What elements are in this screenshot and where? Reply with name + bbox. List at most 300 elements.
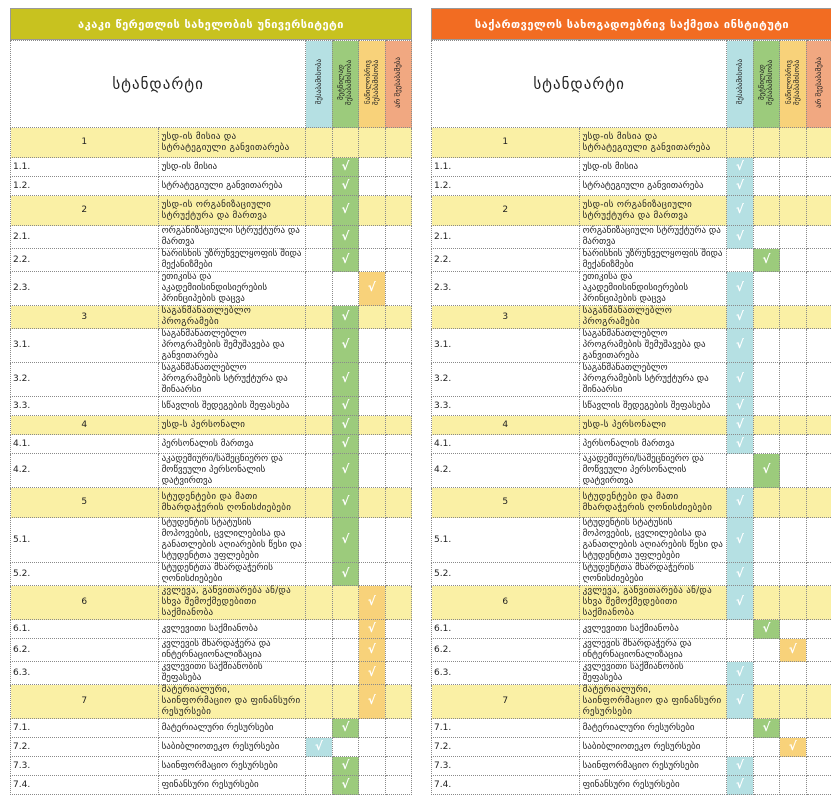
- col-partially-compliant-cell: [359, 586, 385, 620]
- col-partially-compliant-cell: [359, 639, 385, 662]
- col-compliant-cell: [306, 454, 332, 488]
- col-non-compliant-cell: [806, 249, 831, 272]
- col-substantially-compliant-cell: [332, 563, 358, 586]
- right-panel-title: საქართველოს სახოგადოებრივ საქმეთა ინსტიტუტი: [431, 8, 831, 40]
- col-partially-compliant-cell: [359, 435, 385, 454]
- col-partially-compliant-cell: [780, 586, 806, 620]
- col-compliant-cell: [727, 738, 753, 757]
- row-label: სწავლის შედეგების შეფასება: [579, 397, 727, 416]
- table-row: [11, 226, 412, 249]
- row-label: უსდ-ის მისია: [158, 158, 306, 177]
- table-row: [11, 435, 412, 454]
- check-icon: √: [762, 252, 770, 266]
- table-row: [432, 639, 831, 662]
- section-row: [11, 196, 412, 226]
- check-icon: √: [762, 462, 770, 476]
- col-non-compliant-cell: [806, 128, 831, 158]
- row-number: 3.2.: [432, 363, 580, 397]
- col-compliant-cell: [306, 586, 332, 620]
- col-partially-compliant-cell: [780, 128, 806, 158]
- check-icon: √: [341, 566, 349, 580]
- col-compliant-cell: [306, 488, 332, 518]
- col-substantially-compliant-cell: [753, 488, 779, 518]
- col-compliant-header: [306, 41, 332, 128]
- check-icon: √: [341, 758, 349, 772]
- row-label: კვლევითი საქმიანობის შეფასება: [579, 662, 727, 685]
- col-partially-compliant-cell: [780, 177, 806, 196]
- col-partially-compliant-cell: [359, 363, 385, 397]
- col-partially-compliant-cell: [359, 329, 385, 363]
- row-label: სტუდენტთა მხარდაჭერის ღონისძიებები: [579, 563, 727, 586]
- col-substantially-compliant-cell: [753, 177, 779, 196]
- check-icon: √: [341, 494, 349, 508]
- col-compliant-header: [727, 41, 753, 128]
- standard-header: სტანდარტი: [11, 41, 306, 128]
- col-substantially-compliant-cell: [332, 757, 358, 776]
- col-substantially-compliant-cell: [332, 158, 358, 177]
- row-number: 7: [11, 685, 159, 719]
- col-substantially-compliant-cell: [753, 272, 779, 306]
- row-label: კვლევითი საქმიანობა: [158, 620, 306, 639]
- col-compliant-cell: [306, 662, 332, 685]
- col-partially-compliant-cell: [780, 306, 806, 329]
- col-substantially-compliant-cell: [753, 329, 779, 363]
- row-number: 4.2.: [432, 454, 580, 488]
- col-partially-compliant-cell: [359, 719, 385, 738]
- row-label: კვლევა, განვითარება ან/და სხვა შემოქმედებითი საქმიანობა: [579, 586, 727, 620]
- row-number: 7.3.: [11, 757, 159, 776]
- check-icon: √: [341, 777, 349, 791]
- col-compliant-cell: [727, 454, 753, 488]
- check-icon: √: [736, 494, 744, 508]
- header-row: [11, 41, 412, 128]
- col-partially-compliant-cell: [780, 435, 806, 454]
- row-label: მატერიალური, საინფორმაციო და ფინანსური რესურსები: [579, 685, 727, 719]
- col-compliant-label: შესაბამისობა: [315, 59, 323, 104]
- row-number: 6.3.: [432, 662, 580, 685]
- row-label: ორგანიზაციული სტრუქტურა და მართვა: [158, 226, 306, 249]
- check-icon: √: [341, 309, 349, 323]
- col-non-compliant-cell: [385, 685, 412, 719]
- row-number: 7.4.: [11, 776, 159, 795]
- col-non-compliant-cell: [806, 177, 831, 196]
- row-number: 2.3.: [11, 272, 159, 306]
- col-partially-compliant-cell: [359, 226, 385, 249]
- col-compliant-cell: [727, 128, 753, 158]
- table-row: [432, 454, 831, 488]
- row-label: ფინანსური რესურსები: [158, 776, 306, 795]
- col-compliant-cell: [306, 226, 332, 249]
- col-non-compliant-cell: [806, 639, 831, 662]
- col-partially-compliant-cell: [359, 488, 385, 518]
- col-compliant-cell: [306, 685, 332, 719]
- col-compliant-cell: [727, 719, 753, 738]
- col-substantially-compliant-cell: [753, 249, 779, 272]
- col-non-compliant-cell: [806, 329, 831, 363]
- col-partially-compliant-cell: [780, 454, 806, 488]
- row-label: უსდ-ს პერსონალი: [579, 416, 727, 435]
- col-compliant-cell: [727, 249, 753, 272]
- col-non-compliant-cell: [385, 363, 412, 397]
- check-icon: √: [736, 202, 744, 216]
- col-partially-compliant-cell: [780, 662, 806, 685]
- col-partially-compliant-cell: [359, 196, 385, 226]
- row-number: 5.2.: [11, 563, 159, 586]
- row-number: 1: [432, 128, 580, 158]
- row-number: 2.2.: [432, 249, 580, 272]
- col-non-compliant-cell: [806, 518, 831, 563]
- section-row: [11, 306, 412, 329]
- col-substantially-compliant-cell: [753, 662, 779, 685]
- row-label: სტრატეგიული განვითარება: [158, 177, 306, 196]
- col-non-compliant-cell: [806, 416, 831, 435]
- col-substantially-compliant-cell: [332, 776, 358, 795]
- table-row: [432, 397, 831, 416]
- col-substantially-compliant-cell: [332, 306, 358, 329]
- col-substantially-compliant-cell: [332, 329, 358, 363]
- section-row: [432, 196, 831, 226]
- row-number: 5.1.: [11, 518, 159, 563]
- table-row: [432, 620, 831, 639]
- col-non-compliant-cell: [806, 454, 831, 488]
- table-row: [11, 776, 412, 795]
- col-partially-compliant-cell: [780, 226, 806, 249]
- col-substantially-compliant-cell: [753, 128, 779, 158]
- col-compliant-cell: [306, 329, 332, 363]
- table-row: [11, 158, 412, 177]
- row-number: 5.2.: [432, 563, 580, 586]
- col-compliant-cell: [727, 397, 753, 416]
- table-row: [11, 620, 412, 639]
- row-label: პერსონალის მართვა: [158, 435, 306, 454]
- col-partially-compliant-cell: [359, 757, 385, 776]
- col-compliant-cell: [306, 177, 332, 196]
- col-non-compliant-cell: [385, 738, 412, 757]
- row-label: მატერიალური რესურსები: [158, 719, 306, 738]
- col-non-compliant-header: [806, 41, 831, 128]
- section-row: [432, 685, 831, 719]
- col-compliant-cell: [306, 397, 332, 416]
- row-number: 1.2.: [11, 177, 159, 196]
- section-row: [432, 416, 831, 435]
- col-substantially-compliant-cell: [332, 586, 358, 620]
- check-icon: √: [762, 621, 770, 635]
- table-row: [11, 249, 412, 272]
- col-non-compliant-cell: [385, 272, 412, 306]
- col-substantially-compliant-cell: [753, 454, 779, 488]
- row-number: 6: [11, 586, 159, 620]
- col-non-compliant-cell: [385, 586, 412, 620]
- right-standards-table: [431, 40, 831, 795]
- col-substantially-compliant-label: მეტწილად შესაბამისობა: [758, 41, 774, 123]
- col-compliant-cell: [727, 620, 753, 639]
- col-partially-compliant-cell: [359, 662, 385, 685]
- col-non-compliant-cell: [385, 662, 412, 685]
- row-number: 2.2.: [11, 249, 159, 272]
- row-label: სტუდენტის სტატუსის მოპოვების, ცვლილებისა და განათლების აღიარების წესი და სტუდენტთა უფლებები: [158, 518, 306, 563]
- row-label: უსდ-ის ორგანიზაციული სტრუქტურა და მართვა: [579, 196, 727, 226]
- col-substantially-compliant-cell: [753, 563, 779, 586]
- col-substantially-compliant-cell: [332, 662, 358, 685]
- col-compliant-cell: [727, 662, 753, 685]
- col-substantially-compliant-cell: [753, 586, 779, 620]
- row-number: 3: [432, 306, 580, 329]
- row-label: ეთიკისა და აკადემიისინდისიერების პრინციპების დაცვა: [158, 272, 306, 306]
- row-number: 7: [432, 685, 580, 719]
- row-label: საგანმანათლებლო პროგრამები: [158, 306, 306, 329]
- check-icon: √: [341, 178, 349, 192]
- col-substantially-compliant-cell: [753, 306, 779, 329]
- row-number: 7.4.: [432, 776, 580, 795]
- check-icon: √: [341, 398, 349, 412]
- table-row: [11, 272, 412, 306]
- row-label: უსდ-ის მისია და სტრატეგიული განვითარება: [579, 128, 727, 158]
- row-number: 1.2.: [432, 177, 580, 196]
- check-icon: √: [368, 642, 376, 656]
- row-label: აკადემიური/სამეცნიერო და მოწვეული პერსონალის დატვირთვა: [579, 454, 727, 488]
- check-icon: √: [341, 720, 349, 734]
- col-substantially-compliant-cell: [332, 719, 358, 738]
- section-row: [432, 488, 831, 518]
- row-label: კვლევითი საქმიანობა: [579, 620, 727, 639]
- row-label: კვლევის მხარდაჭერა და ინტერნაციონალიზაცია: [158, 639, 306, 662]
- table-row: [432, 738, 831, 757]
- check-icon: √: [736, 665, 744, 679]
- section-row: [432, 306, 831, 329]
- table-row: [11, 454, 412, 488]
- check-icon: √: [736, 309, 744, 323]
- row-number: 2: [432, 196, 580, 226]
- col-compliant-cell: [306, 639, 332, 662]
- row-label: სტუდენტები და მათი მხარდაჭერის ღონისძიებები: [579, 488, 727, 518]
- row-label: პერსონალის მართვა: [579, 435, 727, 454]
- col-substantially-compliant-cell: [332, 435, 358, 454]
- check-icon: √: [736, 417, 744, 431]
- check-icon: √: [341, 202, 349, 216]
- check-icon: √: [789, 642, 797, 656]
- row-number: 6.2.: [432, 639, 580, 662]
- check-icon: √: [736, 532, 744, 546]
- col-compliant-cell: [306, 757, 332, 776]
- col-non-compliant-cell: [806, 488, 831, 518]
- col-substantially-compliant-cell: [332, 416, 358, 435]
- col-substantially-compliant-cell: [332, 196, 358, 226]
- col-non-compliant-cell: [385, 563, 412, 586]
- row-number: 1: [11, 128, 159, 158]
- row-number: 7.1.: [11, 719, 159, 738]
- left-panel-title: აკაკი წერეთლის სახელობის უნივერსიტეტი: [10, 8, 412, 40]
- col-substantially-compliant-cell: [332, 128, 358, 158]
- col-compliant-cell: [727, 776, 753, 795]
- row-label: საგანმანათლებლო პროგრამების სტრუქტურა და შინაარსი: [158, 363, 306, 397]
- col-non-compliant-cell: [385, 435, 412, 454]
- section-row: [11, 488, 412, 518]
- table-row: [432, 158, 831, 177]
- standard-header: სტანდარტი: [432, 41, 727, 128]
- col-compliant-cell: [727, 757, 753, 776]
- col-compliant-cell: [727, 363, 753, 397]
- col-non-compliant-label: არ შეესაბამება: [815, 57, 823, 108]
- check-icon: √: [736, 777, 744, 791]
- row-number: 6.1.: [11, 620, 159, 639]
- check-icon: √: [341, 462, 349, 476]
- col-partially-compliant-cell: [359, 158, 385, 177]
- col-substantially-compliant-cell: [753, 397, 779, 416]
- col-compliant-cell: [306, 620, 332, 639]
- row-number: 1.1.: [432, 158, 580, 177]
- row-label: კვლევა, განვითარება ან/და სხვა შემოქმედებითი საქმიანობა: [158, 586, 306, 620]
- row-number: 4.1.: [11, 435, 159, 454]
- col-non-compliant-cell: [806, 272, 831, 306]
- table-row: [432, 272, 831, 306]
- col-compliant-cell: [306, 363, 332, 397]
- col-substantially-compliant-cell: [753, 685, 779, 719]
- check-icon: √: [736, 398, 744, 412]
- row-label: კვლევის მხარდაჭერა და ინტერნაციონალიზაცია: [579, 639, 727, 662]
- col-partially-compliant-cell: [780, 776, 806, 795]
- table-row: [11, 363, 412, 397]
- col-non-compliant-cell: [385, 226, 412, 249]
- row-number: 3.3.: [432, 397, 580, 416]
- col-partially-compliant-cell: [359, 454, 385, 488]
- row-number: 3.1.: [432, 329, 580, 363]
- col-compliant-label: შესაბამისობა: [736, 59, 744, 104]
- col-substantially-compliant-cell: [332, 272, 358, 306]
- row-label: უსდ-ს პერსონალი: [158, 416, 306, 435]
- col-compliant-cell: [727, 685, 753, 719]
- col-partially-compliant-cell: [780, 329, 806, 363]
- row-label: საინფორმაციო რესურსები: [579, 757, 727, 776]
- col-substantially-compliant-cell: [753, 416, 779, 435]
- col-substantially-compliant-cell: [753, 363, 779, 397]
- row-number: 5: [11, 488, 159, 518]
- col-substantially-compliant-cell: [332, 738, 358, 757]
- col-compliant-cell: [306, 416, 332, 435]
- col-compliant-cell: [727, 488, 753, 518]
- table-row: [432, 719, 831, 738]
- row-number: 3.3.: [11, 397, 159, 416]
- col-non-compliant-cell: [385, 639, 412, 662]
- col-partially-compliant-cell: [359, 128, 385, 158]
- check-icon: √: [736, 693, 744, 707]
- section-row: [11, 128, 412, 158]
- col-substantially-compliant-cell: [332, 454, 358, 488]
- row-number: 7.3.: [432, 757, 580, 776]
- col-compliant-cell: [727, 158, 753, 177]
- col-partially-compliant-cell: [780, 685, 806, 719]
- col-compliant-cell: [306, 435, 332, 454]
- col-partially-compliant-cell: [359, 272, 385, 306]
- col-non-compliant-cell: [806, 196, 831, 226]
- col-compliant-cell: [727, 306, 753, 329]
- col-partially-compliant-header: [359, 41, 385, 128]
- table-row: [432, 177, 831, 196]
- check-icon: √: [368, 693, 376, 707]
- col-substantially-compliant-cell: [332, 397, 358, 416]
- row-label: მატერიალური რესურსები: [579, 719, 727, 738]
- col-partially-compliant-cell: [359, 306, 385, 329]
- check-icon: √: [736, 566, 744, 580]
- col-partially-compliant-cell: [780, 416, 806, 435]
- col-compliant-cell: [306, 738, 332, 757]
- row-label: საგანმანათლებლო პროგრამები: [579, 306, 727, 329]
- col-non-compliant-cell: [806, 226, 831, 249]
- col-partially-compliant-cell: [780, 272, 806, 306]
- col-compliant-cell: [727, 435, 753, 454]
- col-non-compliant-cell: [385, 329, 412, 363]
- col-substantially-compliant-cell: [753, 518, 779, 563]
- col-non-compliant-cell: [806, 719, 831, 738]
- col-substantially-compliant-cell: [332, 518, 358, 563]
- section-row: [11, 685, 412, 719]
- col-non-compliant-label: არ შეესაბამება: [394, 57, 402, 108]
- row-label: ეთიკისა და აკადემიისინდისიერების პრინციპების დაცვა: [579, 272, 727, 306]
- table-row: [432, 435, 831, 454]
- row-number: 5: [432, 488, 580, 518]
- table-row: [432, 329, 831, 363]
- row-label: საინფორმაციო რესურსები: [158, 757, 306, 776]
- row-label: სტრატეგიული განვითარება: [579, 177, 727, 196]
- check-icon: √: [341, 337, 349, 351]
- col-non-compliant-cell: [806, 586, 831, 620]
- col-non-compliant-cell: [806, 757, 831, 776]
- col-partially-compliant-cell: [780, 158, 806, 177]
- col-non-compliant-header: [385, 41, 412, 128]
- col-non-compliant-cell: [385, 249, 412, 272]
- col-substantially-compliant-cell: [753, 757, 779, 776]
- left-standards-table: [10, 40, 412, 795]
- check-icon: √: [341, 229, 349, 243]
- row-number: 6.3.: [11, 662, 159, 685]
- table-row: [432, 662, 831, 685]
- row-number: 2.3.: [432, 272, 580, 306]
- row-label: უსდ-ის ორგანიზაციული სტრუქტურა და მართვა: [158, 196, 306, 226]
- row-label: მატერიალური, საინფორმაციო და ფინანსური რესურსები: [158, 685, 306, 719]
- row-label: საბიბლიოთეკო რესურსები: [579, 738, 727, 757]
- check-icon: √: [341, 532, 349, 546]
- check-icon: √: [315, 739, 323, 753]
- col-compliant-cell: [727, 416, 753, 435]
- col-partially-compliant-label: ნაწილობრივ შესაბამისობა: [785, 41, 801, 123]
- col-substantially-compliant-cell: [753, 158, 779, 177]
- check-icon: √: [789, 739, 797, 753]
- col-substantially-compliant-cell: [332, 685, 358, 719]
- table-row: [11, 719, 412, 738]
- row-number: 7.1.: [432, 719, 580, 738]
- table-row: [11, 662, 412, 685]
- col-compliant-cell: [727, 639, 753, 662]
- row-number: 6.1.: [432, 620, 580, 639]
- col-partially-compliant-cell: [359, 620, 385, 639]
- table-row: [432, 249, 831, 272]
- col-compliant-cell: [727, 563, 753, 586]
- table-row: [432, 776, 831, 795]
- row-number: 4: [11, 416, 159, 435]
- section-row: [11, 586, 412, 620]
- col-non-compliant-cell: [385, 397, 412, 416]
- col-partially-compliant-cell: [780, 738, 806, 757]
- col-non-compliant-cell: [806, 662, 831, 685]
- col-compliant-cell: [727, 177, 753, 196]
- row-label: საგანმანათლებლო პროგრამების შემუშავება და განვითარება: [158, 329, 306, 363]
- row-number: 1.1.: [11, 158, 159, 177]
- check-icon: √: [368, 280, 376, 294]
- col-partially-compliant-label: ნაწილობრივ შესაბამისობა: [364, 41, 380, 123]
- col-non-compliant-cell: [806, 776, 831, 795]
- col-non-compliant-cell: [806, 158, 831, 177]
- col-compliant-cell: [306, 518, 332, 563]
- check-icon: √: [341, 436, 349, 450]
